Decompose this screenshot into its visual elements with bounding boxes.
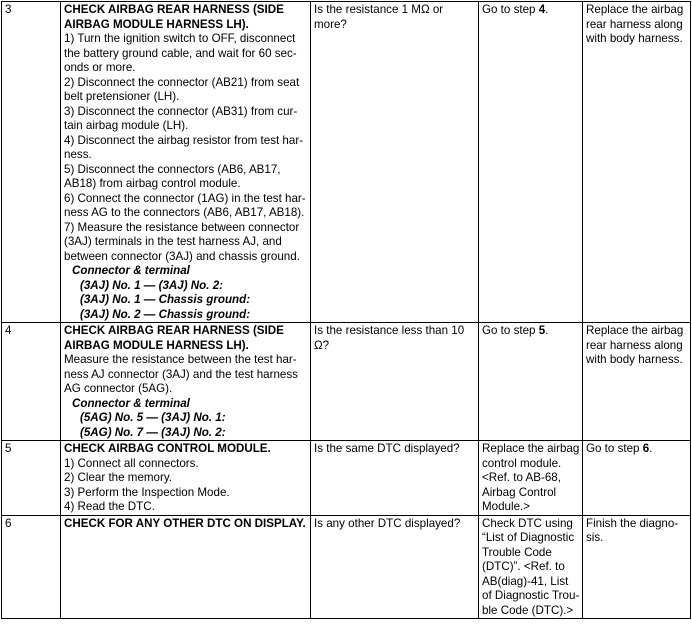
step-number: 5	[5, 442, 12, 455]
step-number: 6	[5, 516, 12, 530]
yes-cell	[479, 323, 583, 441]
connector-caption: Connector & terminal	[72, 396, 190, 410]
procedure-step: 6) Connect the connector (1AG) in the test har-ness AG to the connectors (AB6, AB17, AB18).	[64, 191, 306, 219]
connector-terminals	[64, 411, 308, 440]
table-row	[2, 515, 691, 619]
yes-cell	[479, 515, 583, 619]
step-title: CHECK AIRBAG CONTROL MODULE.	[64, 442, 271, 455]
no-cell	[583, 323, 691, 441]
yes-cell	[479, 2, 583, 323]
table-row	[2, 2, 691, 323]
yes-action: Go to step 4.	[482, 3, 549, 16]
no-action: Replace the airbag rear harness along with body harness.	[586, 324, 684, 366]
procedure-step: 7) Measure the resistance between connector (3AJ) terminals in the test harness AJ, and between connector (3AJ) and chassis ground.	[64, 220, 300, 263]
step-number: 4	[5, 324, 12, 337]
connector-terminal-line: (5AG) No. 7 — (3AJ) No. 2:	[80, 425, 226, 439]
procedure-steps	[64, 353, 308, 397]
step-title: CHECK AIRBAG REAR HARNESS (SIDE AIRBAG MODULE HARNESS LH).	[64, 324, 284, 352]
procedure-cell	[61, 515, 311, 619]
step-number-cell	[2, 323, 61, 441]
connector-terminal-line: (5AG) No. 5 — (3AJ) No. 1:	[80, 411, 226, 424]
yes-action: Replace the airbag control module. <Ref. to AB-68, Airbag Control Module.>	[482, 442, 580, 513]
diagnostic-table-body	[2, 2, 691, 619]
procedure-step: 2) Disconnect the connector (AB21) from seat belt pretensioner (LH).	[64, 75, 300, 103]
no-action: Finish the diagno-sis.	[586, 516, 679, 544]
no-cell	[583, 515, 691, 619]
connector-caption: Connector & terminal	[72, 264, 190, 277]
procedure-steps	[64, 457, 308, 515]
connector-terminal-line: (3AJ) No. 1 — (3AJ) No. 2:	[80, 278, 224, 292]
yes-step-ref: 4	[538, 3, 546, 16]
procedure-step: Measure the resistance between the test har-ness AJ connector (3AJ) and the test harness AG connector (5AG).	[64, 353, 298, 395]
step-number-cell	[2, 441, 61, 516]
diagnostic-table	[1, 1, 691, 619]
connector-terminal-line: (3AJ) No. 1 — Chassis ground:	[80, 293, 251, 306]
check-cell	[311, 515, 479, 619]
no-action: Go to step 6.	[586, 442, 653, 455]
yes-action: Check DTC using “List of Diagnostic Trouble Code (DTC)”. <Ref. to AB(diag)-41, List of Diagnostic Trou-ble Code (DTC).>	[482, 516, 580, 617]
procedure-cell	[61, 2, 311, 323]
check-question: Is the same DTC displayed?	[314, 442, 460, 455]
table-row	[2, 323, 691, 441]
no-cell	[583, 2, 691, 323]
no-cell	[583, 441, 691, 516]
table-row	[2, 441, 691, 516]
procedure-steps	[64, 32, 308, 264]
check-cell	[311, 441, 479, 516]
yes-step-ref: 5	[538, 324, 546, 337]
check-cell	[311, 323, 479, 441]
check-question: Is any other DTC displayed?	[314, 516, 461, 530]
procedure-step: 1) Connect all connectors.	[64, 456, 199, 470]
procedure-cell	[61, 323, 311, 441]
procedure-step: 4) Read the DTC.	[64, 500, 155, 513]
no-step-ref: 6	[642, 442, 650, 455]
procedure-step: 5) Disconnect the connectors (AB6, AB17, AB18) from airbag control module.	[64, 162, 281, 190]
step-title: CHECK FOR ANY OTHER DTC ON DISPLAY.	[64, 516, 306, 530]
procedure-step: 3) Disconnect the connector (AB31) from cur-tain airbag module (LH).	[64, 104, 298, 132]
step-title: CHECK AIRBAG REAR HARNESS (SIDE AIRBAG MODULE HARNESS LH).	[64, 3, 284, 31]
procedure-step: 1) Turn the ignition switch to OFF, disconnect the battery ground cable, and wait for 60 sec-onds or more.	[64, 32, 297, 74]
connector-terminals	[64, 279, 308, 323]
procedure-step: 3) Perform the Inspection Mode.	[64, 485, 230, 499]
step-number-cell	[2, 515, 61, 619]
step-number: 3	[5, 3, 12, 16]
yes-cell	[479, 441, 583, 516]
procedure-cell	[61, 441, 311, 516]
procedure-step: 4) Disconnect the airbag resistor from test har-ness.	[64, 133, 304, 161]
check-question: Is the resistance 1 MΩ or more?	[314, 3, 444, 31]
check-cell	[311, 2, 479, 323]
connector-terminal-line: (3AJ) No. 2 — Chassis ground:	[80, 307, 251, 321]
yes-action: Go to step 5.	[482, 324, 549, 337]
step-number-cell	[2, 2, 61, 323]
check-question: Is the resistance less than 10 Ω?	[314, 324, 465, 352]
procedure-step: 2) Clear the memory.	[64, 471, 173, 484]
no-action: Replace the airbag rear harness along with body harness.	[586, 3, 684, 45]
